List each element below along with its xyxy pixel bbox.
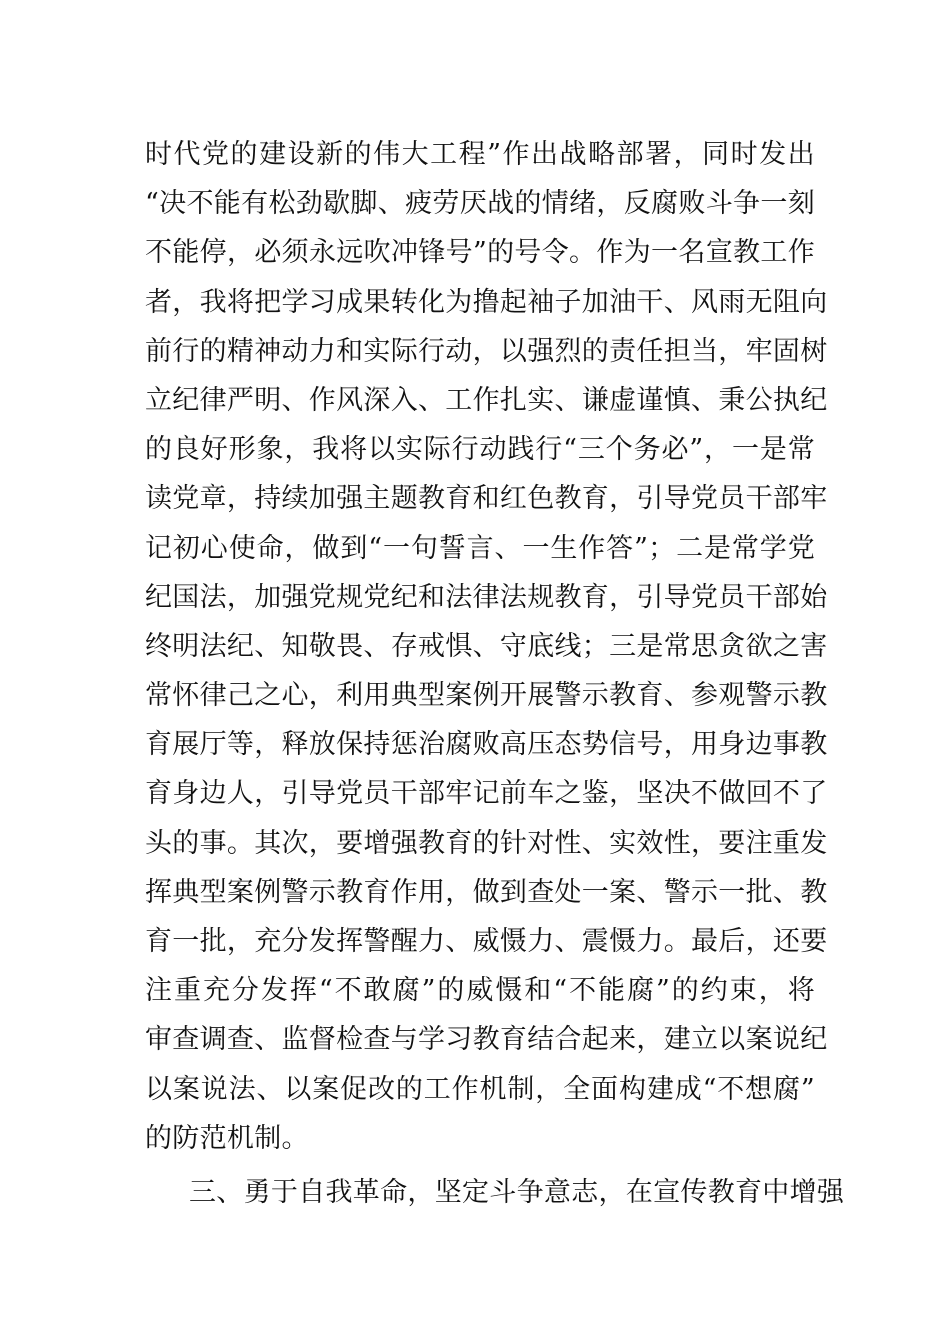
paragraph-line: “决不能有松劲歇脚、疲劳厌战的情绪，反腐败斗争一刻 [145,188,815,220]
paragraph-line: 常怀律己之心，利用典型案例开展警示教育、参观警示教 [145,680,828,712]
paragraph-line: 不能停，必须永远吹冲锋号”的号令。作为一名宣教工作 [145,237,815,269]
paragraph-line: 育一批，充分发挥警醒力、威慑力、震慑力。最后，还要 [145,926,828,957]
paragraph-line: 挥典型案例警示教育作用，做到查处一案、警示一批、教 [145,876,828,908]
paragraph-line: 的良好形象，我将以实际行动践行“三个务必”，一是常 [145,434,815,466]
paragraph-line: 时代党的建设新的伟大工程”作出战略部署，同时发出 [145,139,815,170]
paragraph-line: 者，我将把学习成果转化为撸起袖子加油干、风雨无阻向 [145,286,828,318]
paragraph-line: 立纪律严明、作风深入、工作扎实、谦虚谨慎、秉公执纪 [145,384,828,416]
paragraph-line: 记初心使命，做到“一句誓言、一生作答”；二是常学党 [145,532,815,564]
paragraph-line: 育身边人，引导党员干部牢记前车之鉴，坚决不做回不了 [145,778,828,810]
paragraph-line: 以案说法、以案促改的工作机制，全面构建成“不想腐” [145,1073,815,1105]
paragraph-line: 育展厅等，释放保持惩治腐败高压态势信号，用身边事教 [145,729,828,761]
paragraph-line: 读党章，持续加强主题教育和红色教育，引导党员干部牢 [145,483,828,515]
paragraph-line: 纪国法，加强党规党纪和法律法规教育，引导党员干部始 [145,581,828,613]
paragraph-line: 审查调查、监督检查与学习教育结合起来，建立以案说纪 [145,1024,828,1056]
paragraph-line: 头的事。其次，要增强教育的针对性、实效性，要注重发 [145,827,828,859]
paragraph-line: 前行的精神动力和实际行动，以强烈的责任担当，牢固树 [145,335,828,367]
paragraph-line: 终明法纪、知敬畏、存戒惧、守底线；三是常思贪欲之害 [145,630,828,662]
paragraph-line: 的防范机制。 [145,1122,309,1154]
paragraph-line: 注重充分发挥“不敢腐”的威慑和“不能腐”的约束，将 [145,975,815,1007]
body-paragraph [145,130,828,1163]
section-heading: 三、勇于自我革命，坚定斗争意志，在宣传教育中增强 [189,1177,845,1208]
